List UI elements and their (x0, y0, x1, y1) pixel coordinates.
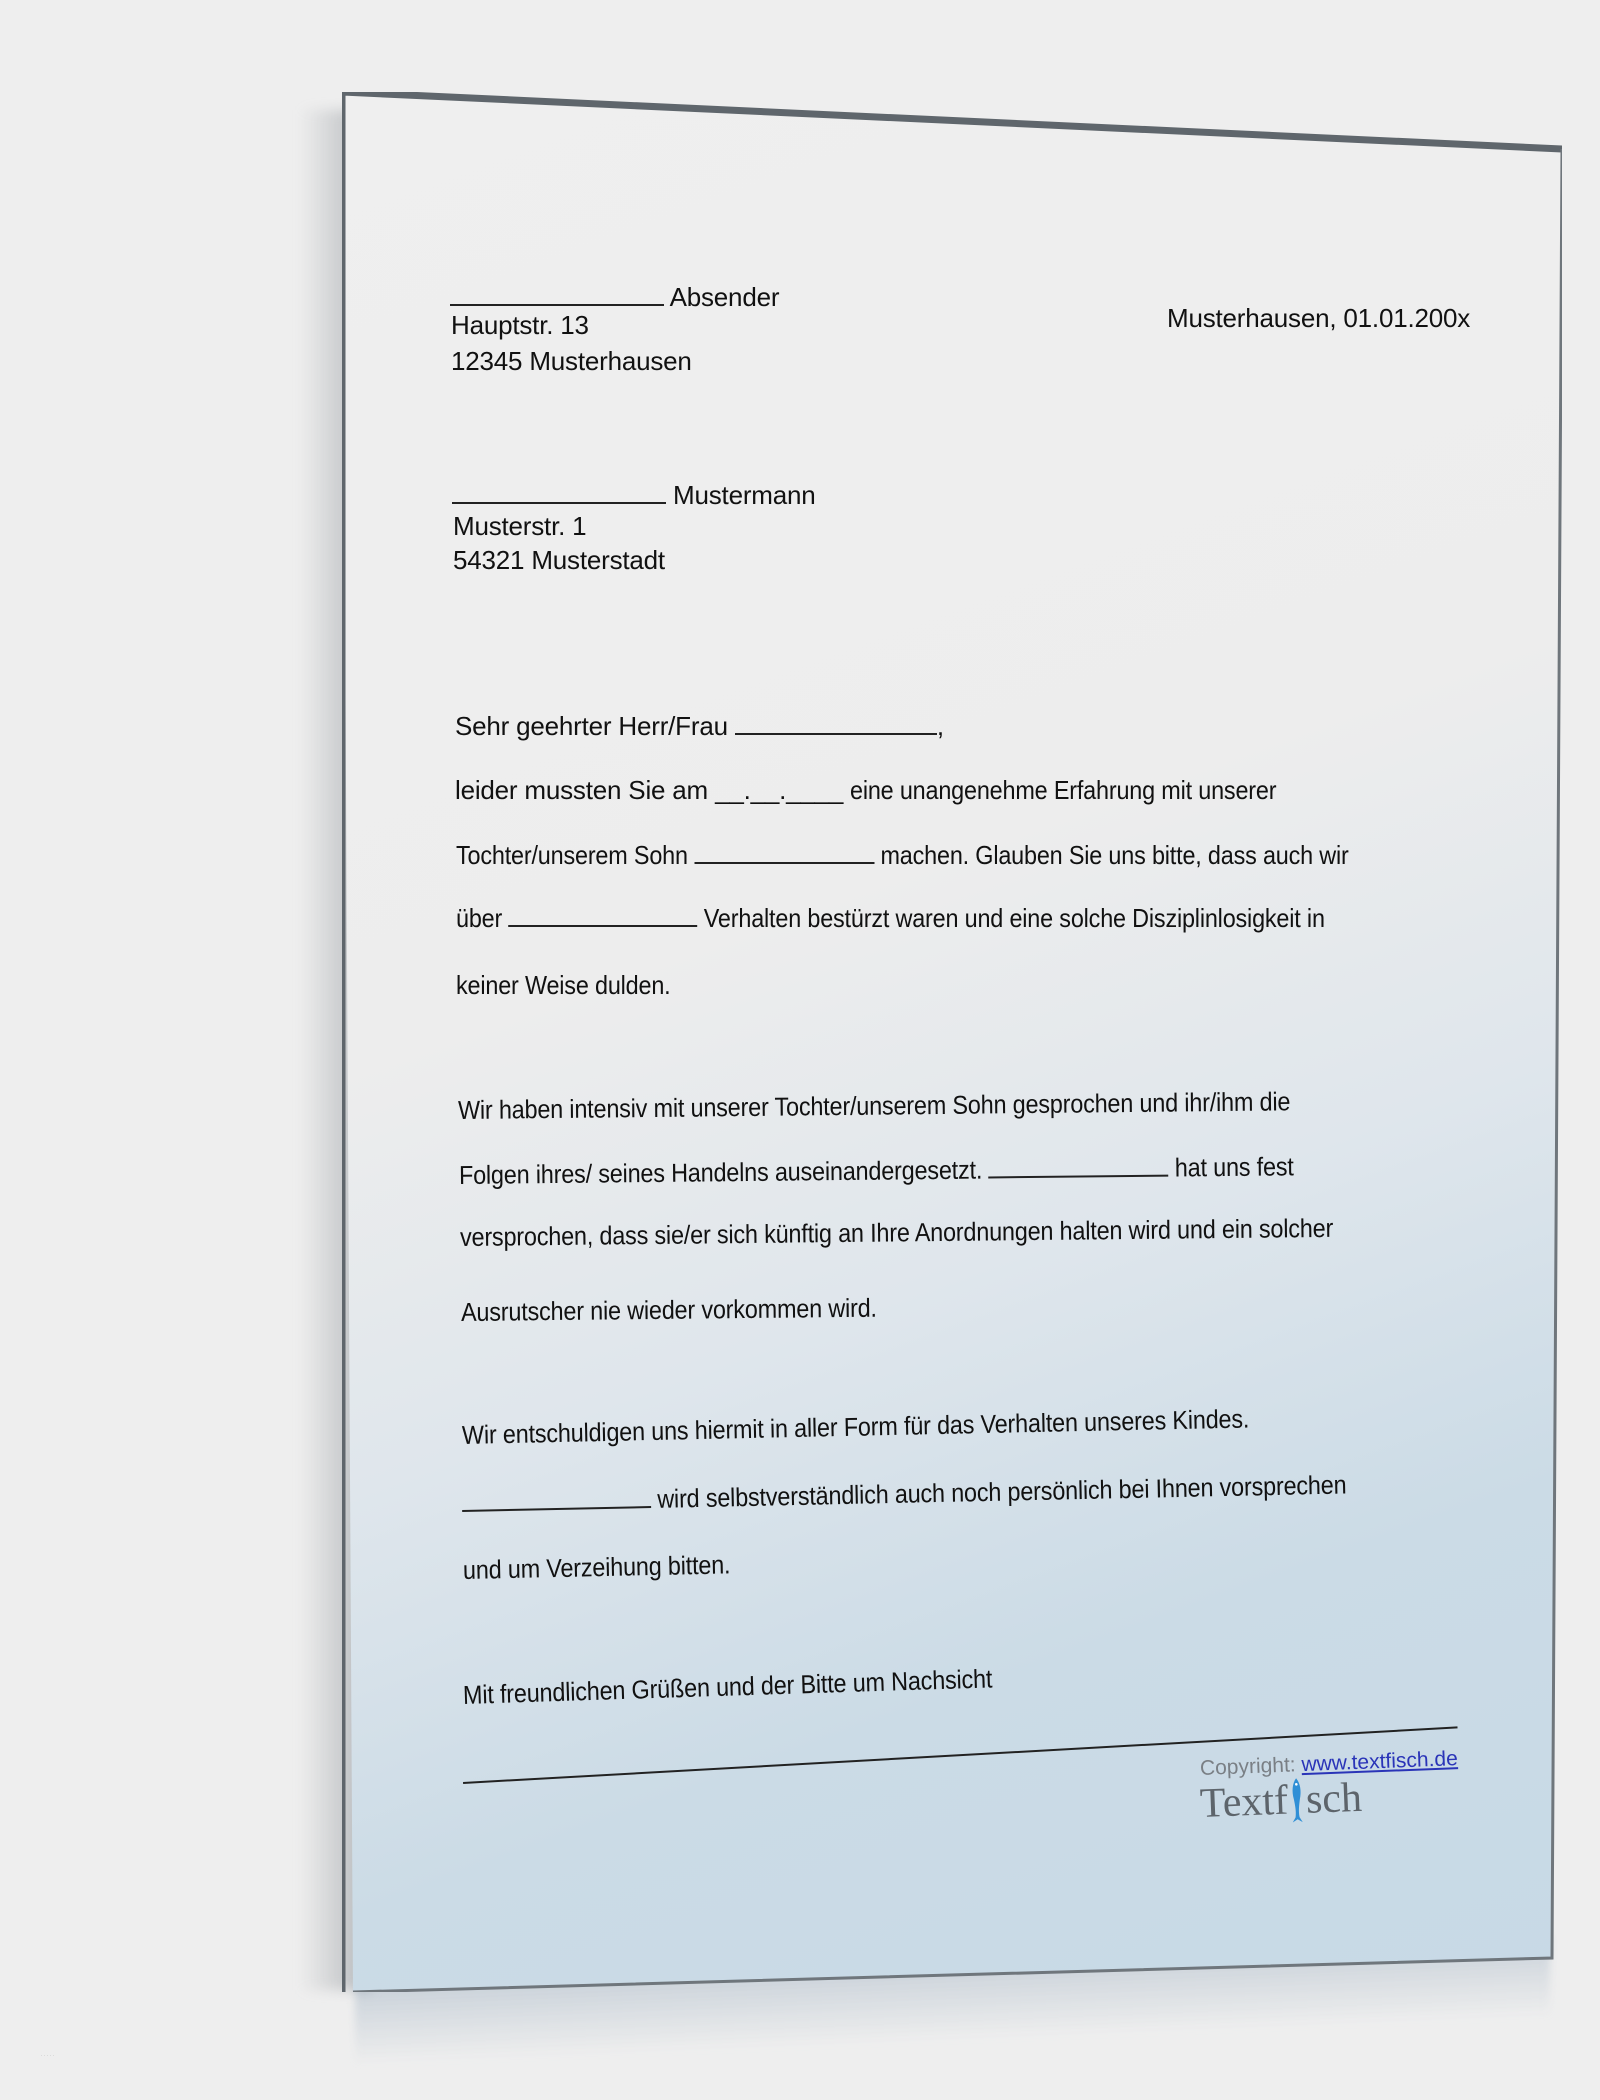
p2-line3 (460, 1212, 1430, 1253)
p1-line3-text-b: Verhalten bestürzt waren und eine solche Disziplinlosigkeit in (703, 903, 1325, 933)
p1-line3 (456, 903, 1421, 934)
p1-line2 (456, 840, 1448, 871)
p2-line2-text-b: hat uns fest (1174, 1151, 1294, 1183)
p1-line2-wrap (456, 840, 1349, 871)
sender-name-line (450, 282, 779, 313)
logo-text-b: sch (1305, 1774, 1363, 1823)
p1-line4 (456, 970, 694, 1001)
salutation-prefix: Sehr geehrter Herr/Frau (455, 711, 728, 741)
copyright-link[interactable]: www.textfisch.de (1301, 1747, 1459, 1777)
p3-line3 (463, 1549, 761, 1586)
p2-line4-text: Ausrutscher nie wieder vorkommen wird. (460, 1292, 877, 1327)
recipient-name-label: Mustermann (673, 480, 816, 510)
closing (463, 1662, 1052, 1711)
closing-text: Mit freundlichen Grüßen und der Bitte um Nachsicht (462, 1663, 993, 1710)
p3-line2-text-b: wird selbstverständlich auch noch persönlich bei Ihnen vorsprechen (656, 1469, 1347, 1514)
watermark: ····· (40, 2050, 55, 2060)
p2-line2-wrap (459, 1151, 1294, 1191)
fish-icon (1288, 1777, 1306, 1824)
logo-text-a: Textf (1199, 1777, 1289, 1827)
p2-line3-text: versprochen, dass sie/er sich künftig an Ihre Anordnungen halten wird und ein solcher (459, 1212, 1334, 1252)
p2-line1-text: Wir haben intensiv mit unserer Tochter/unserem Sohn gesprochen und ihr/ihm die (457, 1086, 1291, 1125)
p1-line3-wrap (456, 903, 1325, 934)
sender-street: Hauptstr. 13 (451, 310, 589, 340)
p1-line2-text-a: Tochter/unserem Sohn (456, 840, 688, 870)
copyright-label: Copyright: (1199, 1753, 1297, 1780)
sender-name-label: Absender (669, 282, 780, 312)
p3-line1 (462, 1402, 1337, 1451)
p1-line2-text-b: machen. Glauben Sie uns bitte, dass auch wir (880, 840, 1349, 870)
salutation (455, 711, 944, 742)
p2-line2-text-a: Folgen ihres/ seines Handelns auseinandergesetzt. (458, 1154, 983, 1190)
sender-city: 12345 Musterhausen (451, 346, 692, 376)
p3-line2 (462, 1467, 1445, 1519)
p2-line2 (459, 1150, 1387, 1191)
recipient-name-line (452, 480, 816, 511)
recipient-name-blank (452, 482, 666, 504)
date-blank: __.__.____ (715, 775, 844, 805)
p1-line3-text-a: über (456, 903, 503, 933)
recipient-city: 54321 Musterstadt (453, 545, 665, 575)
place-date: Musterhausen, 01.01.200x (1167, 303, 1471, 333)
textfisch-logo (1199, 1774, 1363, 1828)
p3-line1-text: Wir entschuldigen uns hiermit in aller Form für das Verhalten unseres Kindes. (461, 1403, 1250, 1450)
child-name-blank (694, 842, 874, 864)
behavior-blank (508, 905, 697, 927)
p1-line1 (455, 775, 1324, 806)
p3-line2-wrap (462, 1469, 1347, 1519)
p2-line4 (461, 1292, 923, 1328)
p1-line1-text-a: leider mussten Sie am (455, 775, 709, 805)
salutation-name-blank (735, 713, 937, 735)
sender-name-blank (450, 284, 664, 306)
salutation-comma: , (936, 711, 944, 741)
recipient-street: Musterstr. 1 (453, 511, 587, 541)
child-name-blank-2 (988, 1155, 1168, 1179)
p2-line1 (458, 1085, 1383, 1126)
p1-line4-text: keiner Weise dulden. (456, 970, 671, 1000)
child-name-blank-3 (462, 1486, 651, 1512)
p1-line1-text-b: eine unangenehme Erfahrung mit unserer (850, 775, 1277, 805)
p3-line3-text: und um Verzeihung bitten. (462, 1549, 731, 1585)
